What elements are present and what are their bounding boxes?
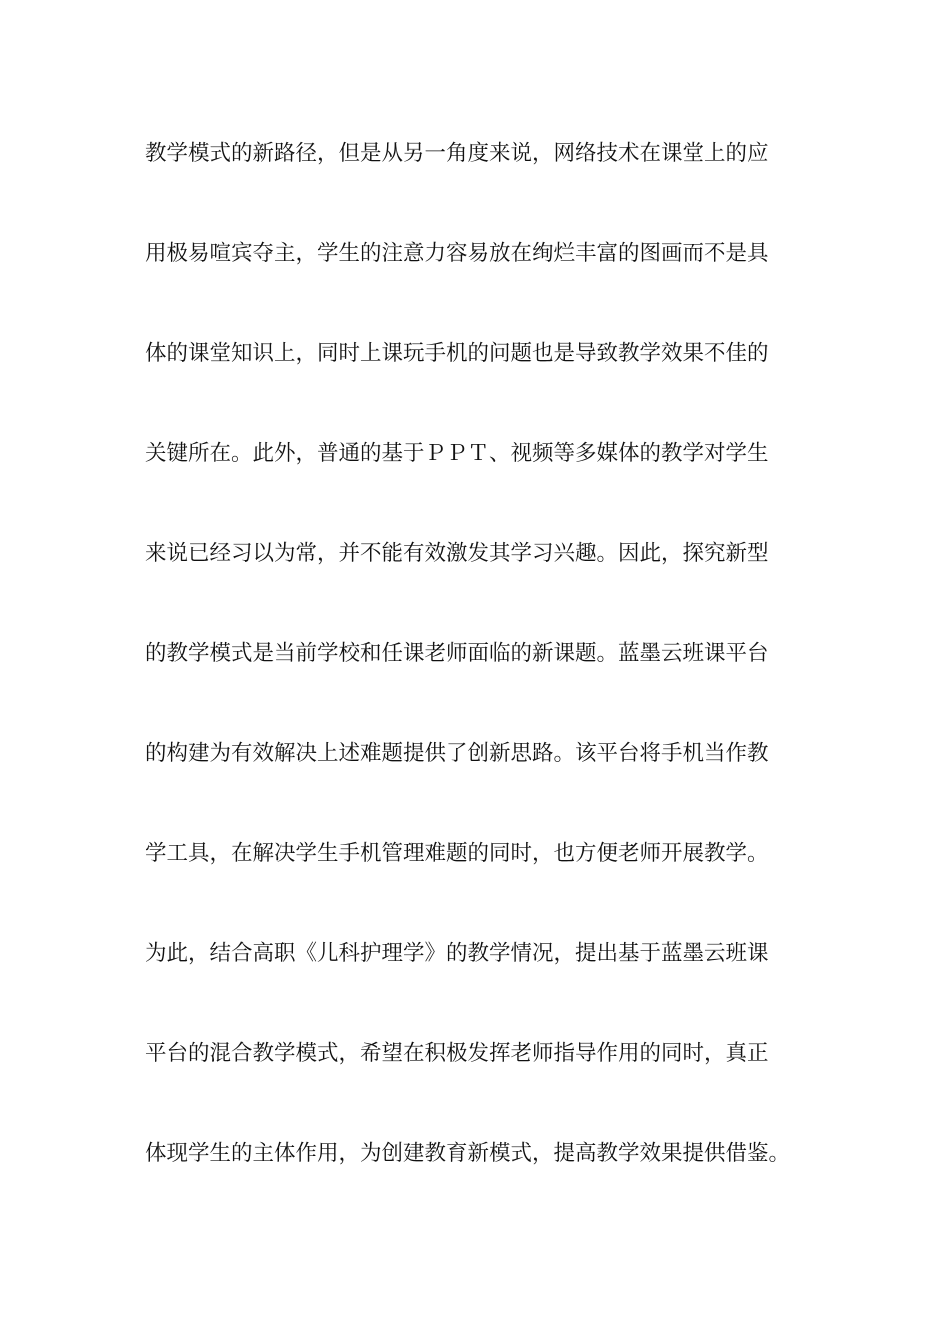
body-paragraph <box>145 128 815 1228</box>
text-line: 平台的混合教学模式，希望在积极发挥老师指导作用的同时，真正 <box>145 1041 769 1066</box>
text-line: 学工具，在解决学生手机管理难题的同时，也方便老师开展教学。 <box>145 841 769 866</box>
text-line: 为此，结合高职《儿科护理学》的教学情况，提出基于蓝墨云班课 <box>145 941 769 966</box>
text-line: 来说已经习以为常，并不能有效激发其学习兴趣。因此，探究新型 <box>145 541 769 566</box>
text-line: 关键所在。此外，普通的基于ＰＰＴ、视频等多媒体的教学对学生 <box>145 441 769 466</box>
text-line: 教学模式的新路径，但是从另一角度来说，网络技术在课堂上的应 <box>145 141 769 166</box>
text-line: 用极易喧宾夺主，学生的注意力容易放在绚烂丰富的图画而不是具 <box>145 241 769 266</box>
text-line: 体的课堂知识上，同时上课玩手机的问题也是导致教学效果不佳的 <box>145 341 769 366</box>
text-line: 的构建为有效解决上述难题提供了创新思路。该平台将手机当作教 <box>145 741 769 766</box>
text-line: 的教学模式是当前学校和任课老师面临的新课题。蓝墨云班课平台 <box>145 641 769 666</box>
text-line: 体现学生的主体作用，为创建教育新模式，提高教学效果提供借鉴。 <box>145 1141 791 1166</box>
